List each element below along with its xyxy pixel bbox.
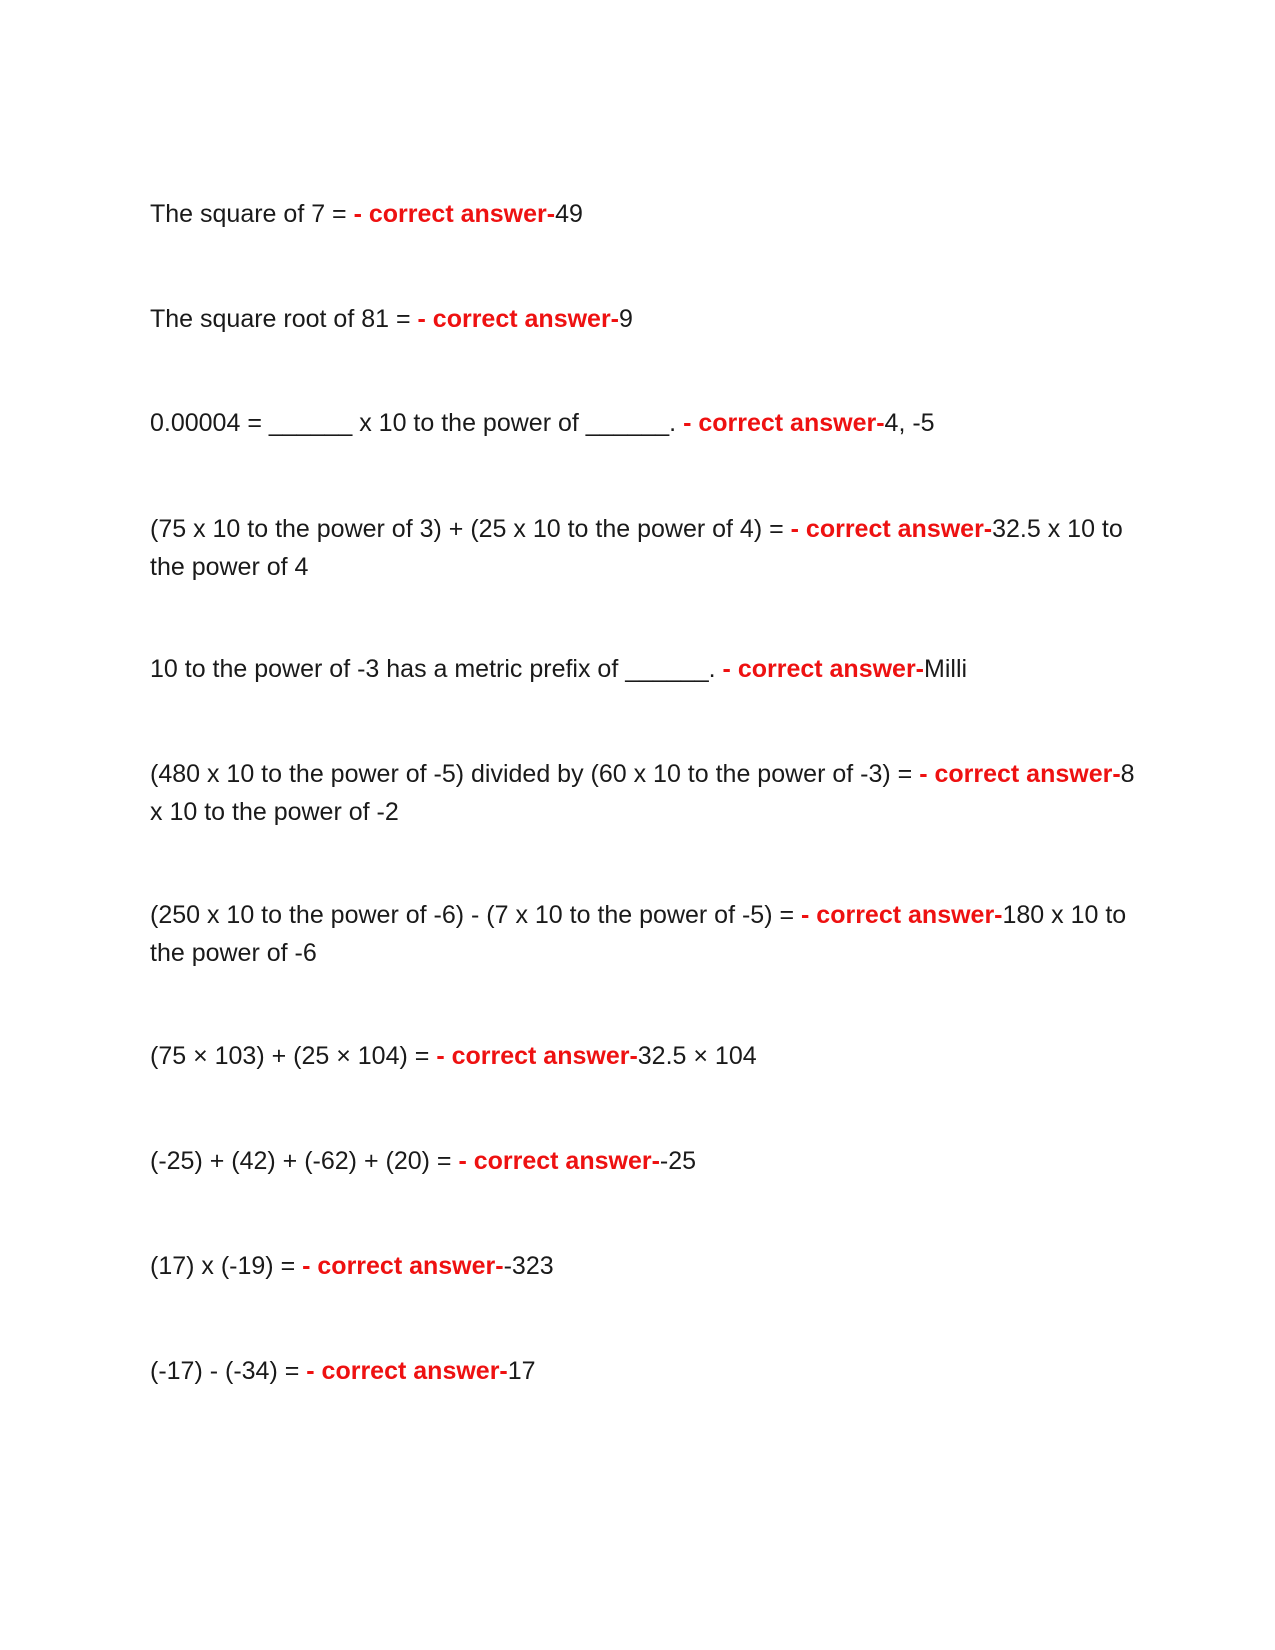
correct-answer-label: - correct answer-: [417, 305, 619, 333]
qa-item-6: [150, 755, 1140, 831]
qa-item-7: [150, 896, 1140, 972]
question-text: (-17) - (-34) =: [150, 1357, 307, 1385]
question-text: (-25) + (42) + (-62) + (20) =: [150, 1147, 459, 1175]
correct-answer-label: - correct answer-: [683, 409, 885, 437]
qa-item-1: [150, 195, 1140, 233]
answer-text: 180 x 10 to the power of -6: [150, 901, 1127, 967]
question-text: (250 x 10 to the power of -6) - (7 x 10 to the power of -5) =: [150, 901, 802, 929]
answer-text: -323: [503, 1252, 554, 1280]
answer-text: Milli: [924, 655, 968, 683]
question-text: 10 to the power of -3 has a metric prefix of ______.: [150, 655, 723, 683]
correct-answer-label: - correct answer-: [306, 1357, 508, 1385]
answer-text: 9: [619, 305, 633, 333]
question-text: (75 x 10 to the power of 3) + (25 x 10 to the power of 4) =: [150, 515, 791, 543]
correct-answer-label: - correct answer-: [722, 655, 925, 683]
question-text: The square root of 81 =: [150, 305, 418, 333]
answer-text: 4, -5: [884, 409, 935, 437]
qa-item-10: [150, 1247, 1140, 1285]
answer-text: 17: [507, 1357, 536, 1385]
document-page: [150, 0, 1140, 1650]
qa-item-8: [150, 1037, 1140, 1075]
correct-answer-label: - correct answer-: [919, 760, 1121, 788]
correct-answer-label: - correct answer-: [302, 1252, 504, 1280]
question-text: (480 x 10 to the power of -5) divided by (60 x 10 to the power of -3) =: [150, 760, 920, 788]
answer-text: -25: [659, 1147, 697, 1175]
correct-answer-label: - correct answer-: [458, 1147, 660, 1175]
answer-text: 32.5 × 104: [637, 1042, 757, 1070]
answer-text: 49: [555, 200, 583, 228]
qa-item-3: [150, 404, 1140, 442]
qa-item-4: [150, 510, 1140, 586]
question-text: (75 × 103) + (25 × 104) =: [150, 1042, 437, 1070]
answer-text: 8 x 10 to the power of -2: [150, 760, 1135, 826]
question-text: 0.00004 = ______ x 10 to the power of ______.: [150, 409, 684, 437]
answer-text: 32.5 x 10 to the power of 4: [150, 515, 1123, 581]
correct-answer-label: - correct answer-: [436, 1042, 638, 1070]
correct-answer-label: - correct answer-: [801, 901, 1003, 929]
correct-answer-label: - correct answer-: [353, 200, 556, 228]
qa-item-9: [150, 1142, 1140, 1180]
qa-item-11: [150, 1352, 1140, 1390]
question-text: The square of 7 =: [150, 200, 354, 228]
correct-answer-label: - correct answer-: [790, 515, 993, 543]
qa-item-2: [150, 300, 1140, 338]
qa-item-5: [150, 650, 1140, 688]
question-text: (17) x (-19) =: [150, 1252, 303, 1280]
